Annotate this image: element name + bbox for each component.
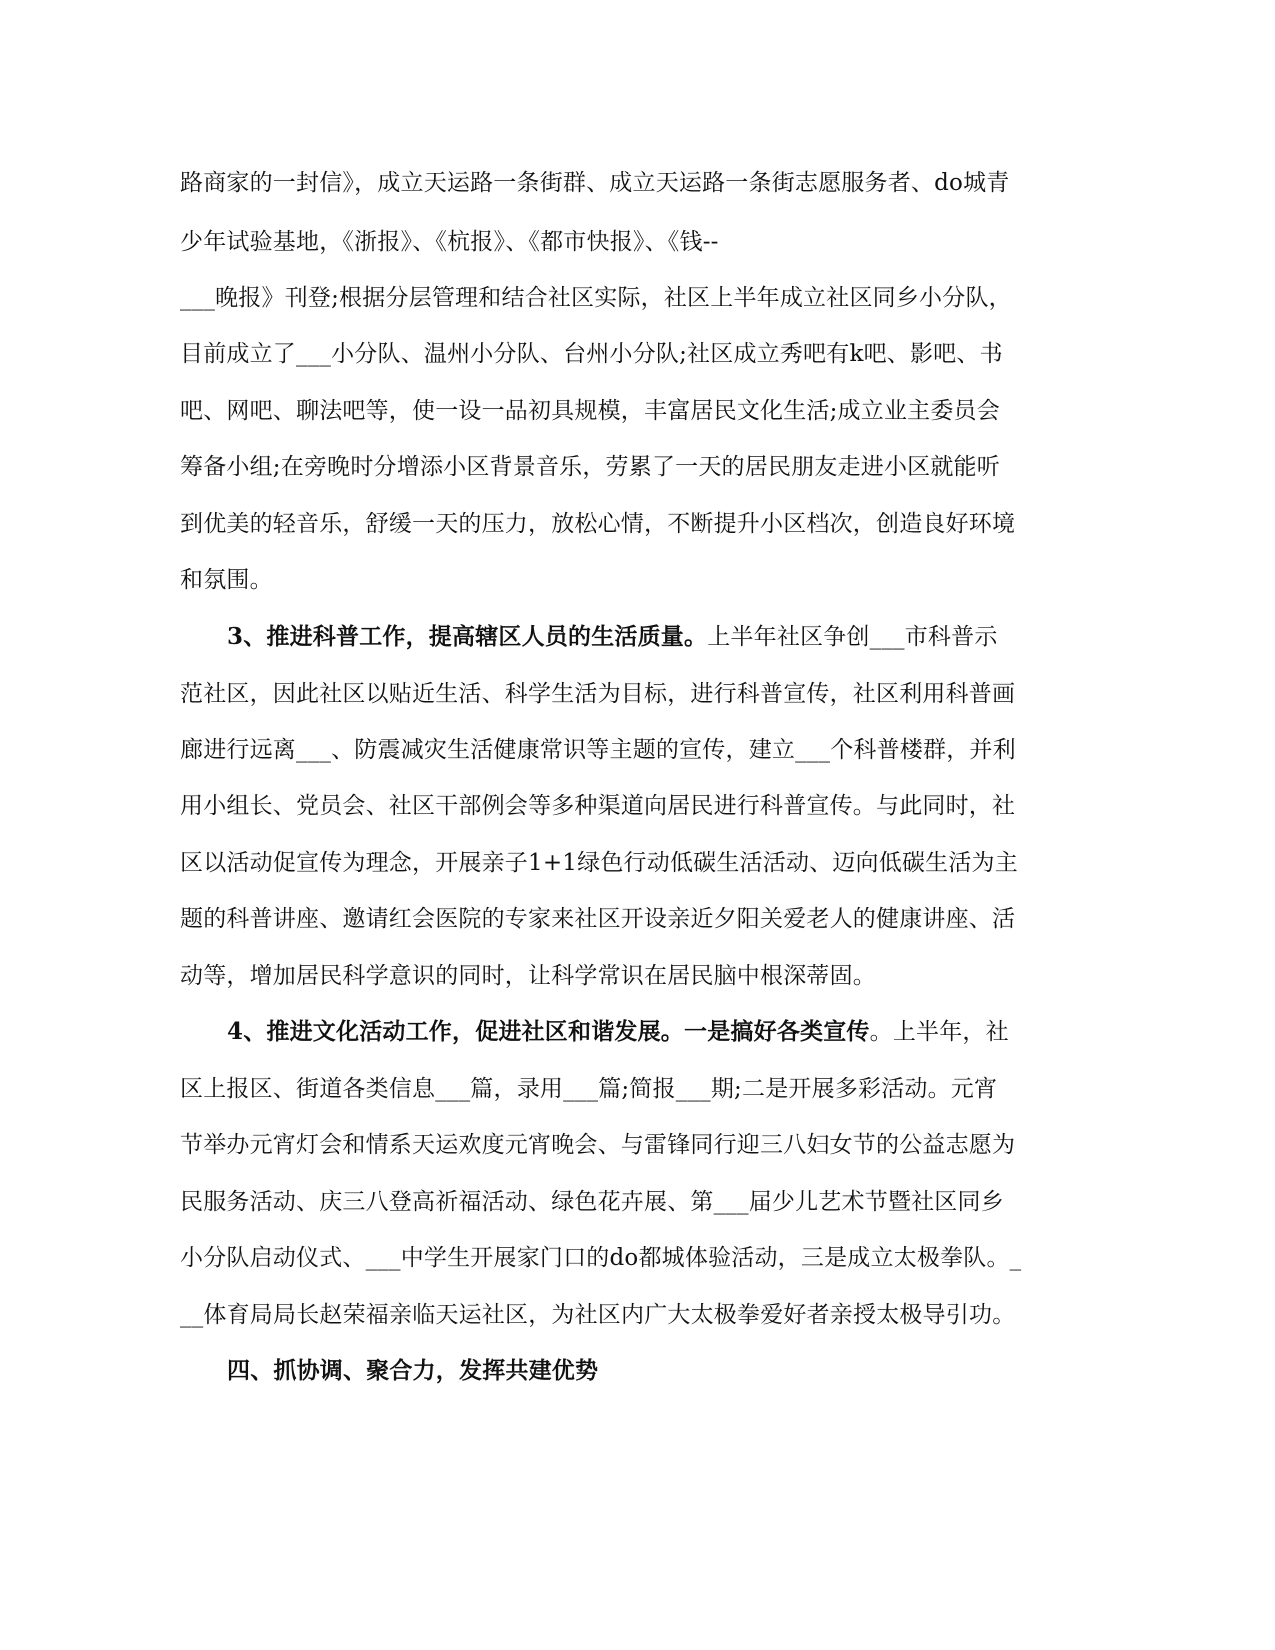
- paragraph-line: 区以活动促宣传为理念，开展亲子1+1绿色行动低碳生活活动、迈向低碳生活为主: [180, 850, 1018, 876]
- paragraph-line: 和氛围。: [180, 567, 273, 593]
- section-heading: 四、抓协调、聚合力，发挥共建优势: [227, 1357, 599, 1384]
- section-3-text: 上半年社区争创___市科普示: [707, 624, 998, 650]
- paragraph-line: 廊进行远离___、防震减灾生活健康常识等主题的宣传，建立___个科普楼群，并利: [180, 737, 1016, 763]
- section-3-heading: 3、推进科普工作，提高辖区人员的生活质量。: [227, 623, 708, 650]
- paragraph-line: 到优美的轻音乐，舒缓一天的压力，放松心情，不断提升小区档次，创造良好环境: [180, 511, 1016, 537]
- paragraph-line: 小分队启动仪式、___中学生开展家门口的do都城体验活动，三是成立太极拳队。_: [180, 1245, 1022, 1271]
- paragraph-line: 少年试验基地，《浙报》、《杭报》、《都市快报》、《钱--: [180, 229, 719, 255]
- paragraph-line: __体育局局长赵荣福亲临天运社区，为社区内广大太极拳爱好者亲授太极导引功。: [180, 1302, 1016, 1328]
- paragraph-line: 节举办元宵灯会和情系天运欢度元宵晚会、与雷锋同行迎三八妇女节的公益志愿为: [180, 1132, 1016, 1158]
- paragraph-line: 民服务活动、庆三八登高祈福活动、绿色花卉展、第___届少儿艺术节暨社区同乡: [180, 1189, 1004, 1215]
- section-4-subheading: 一是搞好各类宣传: [684, 1018, 870, 1045]
- paragraph-line: 目前成立了___小分队、温州小分队、台州小分队;社区成立秀吧有k吧、影吧、书: [180, 341, 1003, 367]
- paragraph-line: 筹备小组;在旁晚时分增添小区背景音乐，劳累了一天的居民朋友走进小区就能听: [180, 454, 1000, 480]
- paragraph-line: 题的科普讲座、邀请红会医院的专家来社区开设亲近夕阳关爱老人的健康讲座、活: [180, 906, 1016, 932]
- paragraph-line: 动等，增加居民科学意识的同时，让科学常识在居民脑中根深蒂固。: [180, 963, 876, 989]
- paragraph-line: 吧、网吧、聊法吧等，使一设一品初具规模，丰富居民文化生活;成立业主委员会: [180, 398, 1000, 424]
- paragraph-line: 区上报区、街道各类信息___篇，录用___篇;简报___期;二是开展多彩活动。元宵: [180, 1076, 998, 1102]
- section-3-line: [227, 622, 998, 652]
- paragraph-line: 路商家的一封信》，成立天运路一条街群、成立天运路一条街志愿服务者、do城青: [180, 170, 1010, 196]
- paragraph-line: 范社区，因此社区以贴近生活、科学生活为目标，进行科普宣传，社区利用科普画: [180, 681, 1016, 707]
- paragraph-line: 用小组长、党员会、社区干部例会等多种渠道向居民进行科普宣传。与此同时，社: [180, 793, 1016, 819]
- paragraph-line: ___晚报》刊登;根据分层管理和结合社区实际，社区上半年成立社区同乡小分队，: [180, 285, 1012, 311]
- section-4-text: 。上半年，社: [869, 1019, 1009, 1045]
- section-4-heading: 4、推进文化活动工作，促进社区和谐发展。: [227, 1018, 685, 1045]
- section-4-line: [227, 1017, 1009, 1047]
